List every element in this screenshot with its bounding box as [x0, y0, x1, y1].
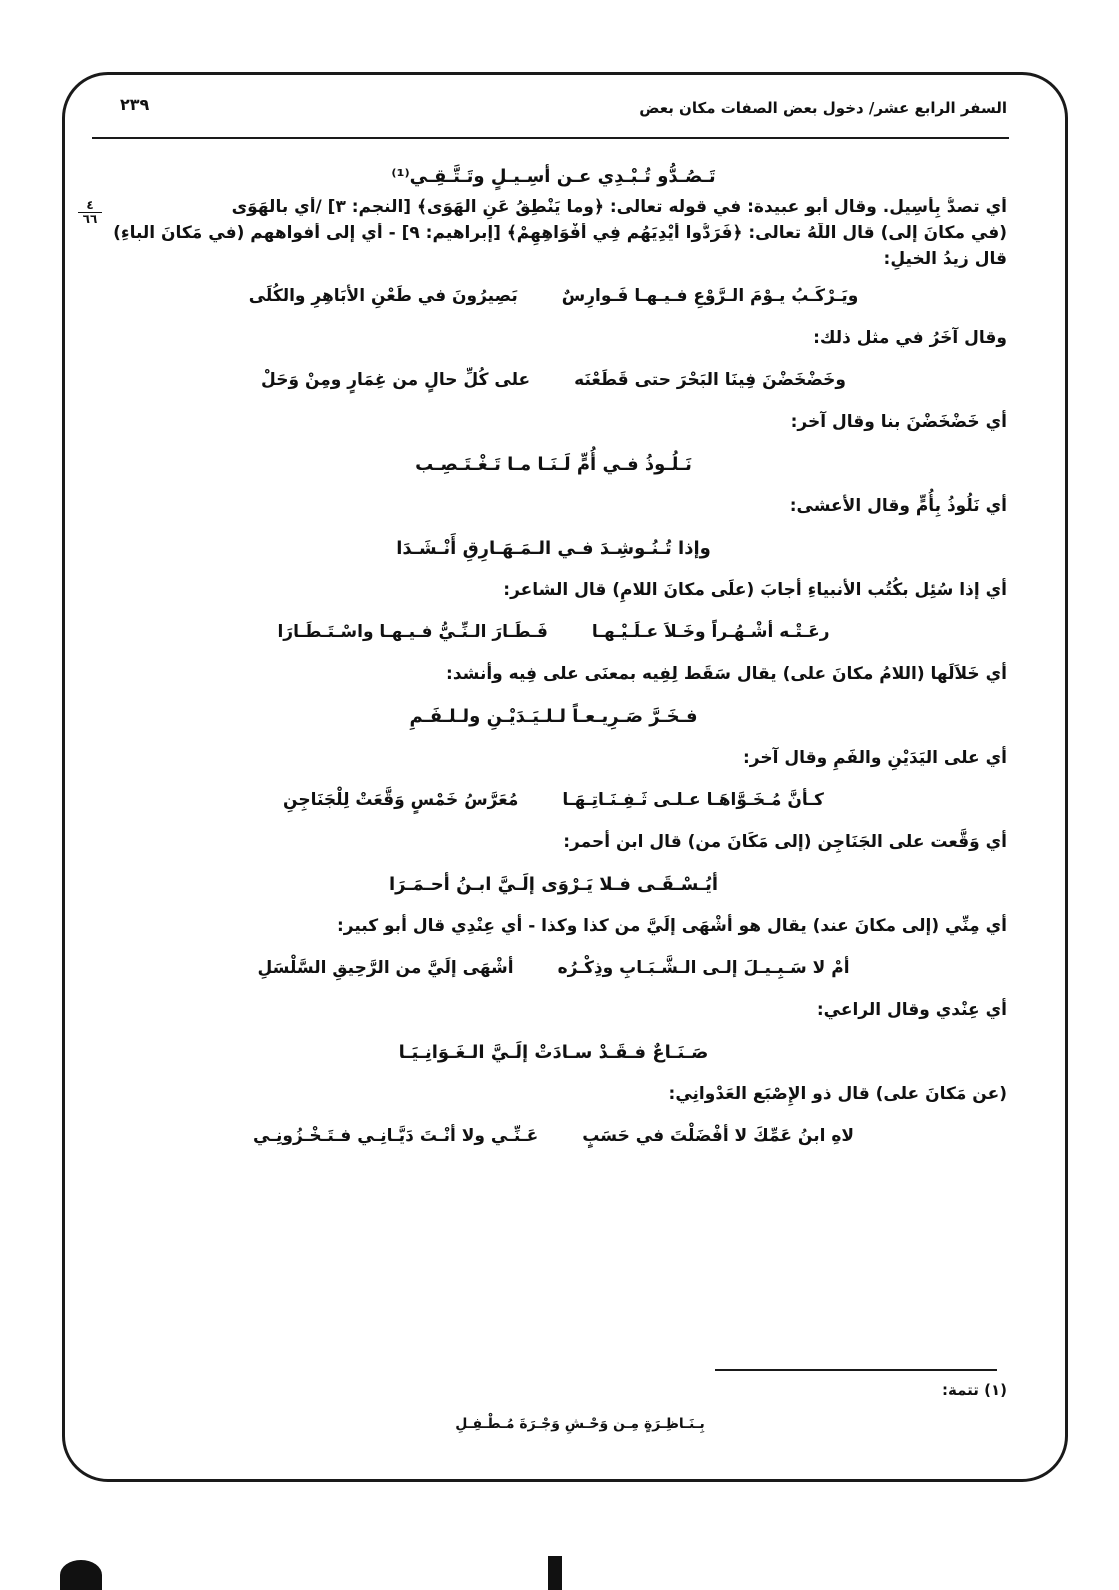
verse-couplet [100, 275, 1007, 317]
page-number: ٢٣٩ [120, 95, 150, 114]
verse-first-hemistich: أمْ لا سَـبِـيـلَ إلـى الـشَّـبَـابِ وذِكْـرُه [557, 958, 850, 978]
paragraph-line: أي وَقَّعت على الجَنَاجِن (إلى مَكَانَ من) قال ابن أحمر: [563, 831, 1007, 852]
verse-second-hemistich: أشْهَى إلَيَّ من الرَّحِيقِ السَّلْسَلِ [257, 958, 514, 978]
verse-second-hemistich: فَـطَـارَ الـنِّـيُّ فـيـهـا واسْـتَـطَـارَا [277, 622, 548, 642]
paragraph-line: أي خَلاَلَها (اللامُ مكانَ على) يقال سَقَط لِفِيه بمعنَى على فِيه وأنشد: [446, 663, 1007, 684]
header-rule [92, 137, 1009, 139]
verse-couplet [100, 779, 1007, 821]
verse-couplet [100, 1115, 1007, 1157]
paragraph-line: أي نَلُوذُ بِأُمٍّ وقال الأعشى: [789, 495, 1007, 516]
scan-artifact-left [60, 1560, 102, 1590]
verse-line: تَـصُـدُّو تُـبْـدِي عـن أسِـيـلٍ وتَـتَّـقِـي⁽¹⁾ [391, 165, 716, 187]
verse-first-hemistich: لاهِ ابنُ عَمِّكَ لا أفْضَلْتَ في حَسَبٍ [582, 1126, 855, 1146]
verse-first-hemistich: ويَـرْكَـبُ يـوْمَ الـرَّوْعِ فـيـهـا فَـوارِسٌ [561, 286, 859, 306]
verse-line: وإذا تُـنُـوشِـدَ فـي الـمَـهَـارِقِ أَنْـشَـدَا [396, 537, 711, 559]
verse-second-hemistich: عَـنِّـي ولا أنْـتَ دَيَّـانِـي فـتَـخْـزُونِـي [253, 1126, 539, 1146]
main-text [100, 155, 1007, 1157]
paragraph-line: أي خَضْخَضْنَ بنا وقال آخر: [790, 411, 1007, 432]
verse-first-hemistich: وخَضْخَضْنَ فِينَا البَحْرَ حتى قَطَعْنَه [574, 370, 846, 390]
verse-first-hemistich: كـأنَّ مُـخَـوَّاهَـا عـلـى ثَـفِـنَـاتِـهَـا [562, 790, 824, 810]
footnote-rule [715, 1369, 997, 1371]
margin-note [78, 199, 102, 226]
verse-couplet [100, 611, 1007, 653]
verse-line: نَـلُـوذُ فـي أُمٍّ لَـنَـا مـا تَـغْـتَـصِـب [415, 453, 692, 475]
verse-second-hemistich: مُعَرَّسُ خَمْسٍ وَقَّعَتْ لِلْجَنَاجِنِ [283, 790, 519, 810]
paragraph-line: قال زيدُ الخيلِ: [883, 249, 1007, 269]
paragraph-line: أي تصدُّ بِأَسِيل. وقال أبو عبيدة: في قوله تعالى: ﴿وما يَنْطِقُ عَنِ الهَوَى﴾ [النجم: ٣] /أي بالهَوَى [231, 197, 1007, 217]
verse-couplet [100, 359, 1007, 401]
verse-first-hemistich: رعَـتْـه أشْـهُـراً وخَـلاَ عـلَـيْـهـا [591, 622, 830, 642]
footnote-verse: بِـنَـاظِـرَةٍ مِـن وَحْـشِ وَجْـرَةَ مُـطْـفِـلِ [455, 1416, 705, 1432]
paragraph-line: أي عِنْدي وقال الراعي: [816, 999, 1007, 1020]
verse-line: فـخَـرَّ صَـرِيـعـاً لـلـيَـدَيْـنِ ولـلـفَـمِ [409, 705, 698, 727]
paragraph-line: (عن مَكانَ على) قال ذو الإِصْبَع العَدْوانِي: [668, 1083, 1007, 1104]
margin-note-denominator: ٦٦ [82, 212, 98, 226]
paragraph-line: (في مكانَ إلى) قال اللَّهُ تعالى: ﴿فَرَدُّوا أَيْدِيَهُم فِي أَفْوَاهِهِمْ﴾ [إبراهيم: ٩] - أي إلى أفواههم (في مَكانَ الباءِ) [113, 223, 1007, 243]
verse-couplet [100, 947, 1007, 989]
paragraph-line: أي إذا سُئِل بكُتُب الأنبياءِ أجابَ (علَى مكانَ اللامِ) قال الشاعر: [503, 579, 1007, 600]
footnote-marker: (١) تتمة: [942, 1381, 1007, 1399]
verse-line: أيُـسْـقَـى فـلا يَـرْوَى إلَـيَّ ابـنُ أحـمَـرَا [388, 873, 719, 895]
paragraph-line: أي على اليَدَيْنِ والفَمِ وقال آخر: [742, 747, 1007, 768]
scan-artifact-center [548, 1556, 562, 1590]
verse-second-hemistich: بَصِيرُونَ في طَعْنِ الأبَاهِرِ والكُلَى [248, 286, 518, 306]
paragraph-line: وقال آخَرُ في مثل ذلك: [813, 327, 1007, 348]
margin-note-numerator: ٤ [78, 199, 102, 213]
running-head: السفر الرابع عشر/ دخول بعض الصفات مكان بعض [639, 99, 1007, 117]
verse-line: صَـنَـاعٌ فـقَـدْ سـادَتْ إلَـيَّ الـغَـوَانِـيَـا [398, 1041, 709, 1063]
verse-second-hemistich: على كُلِّ حالٍ من غِمَارٍ ومِنْ وَحَلْ [261, 370, 531, 390]
paragraph-line: أي مِنِّي (إلى مكانَ عند) يقال هو أشْهَى إلَيَّ من كذا وكذا - أي عِنْدِي قال أبو كبير: [336, 915, 1007, 936]
